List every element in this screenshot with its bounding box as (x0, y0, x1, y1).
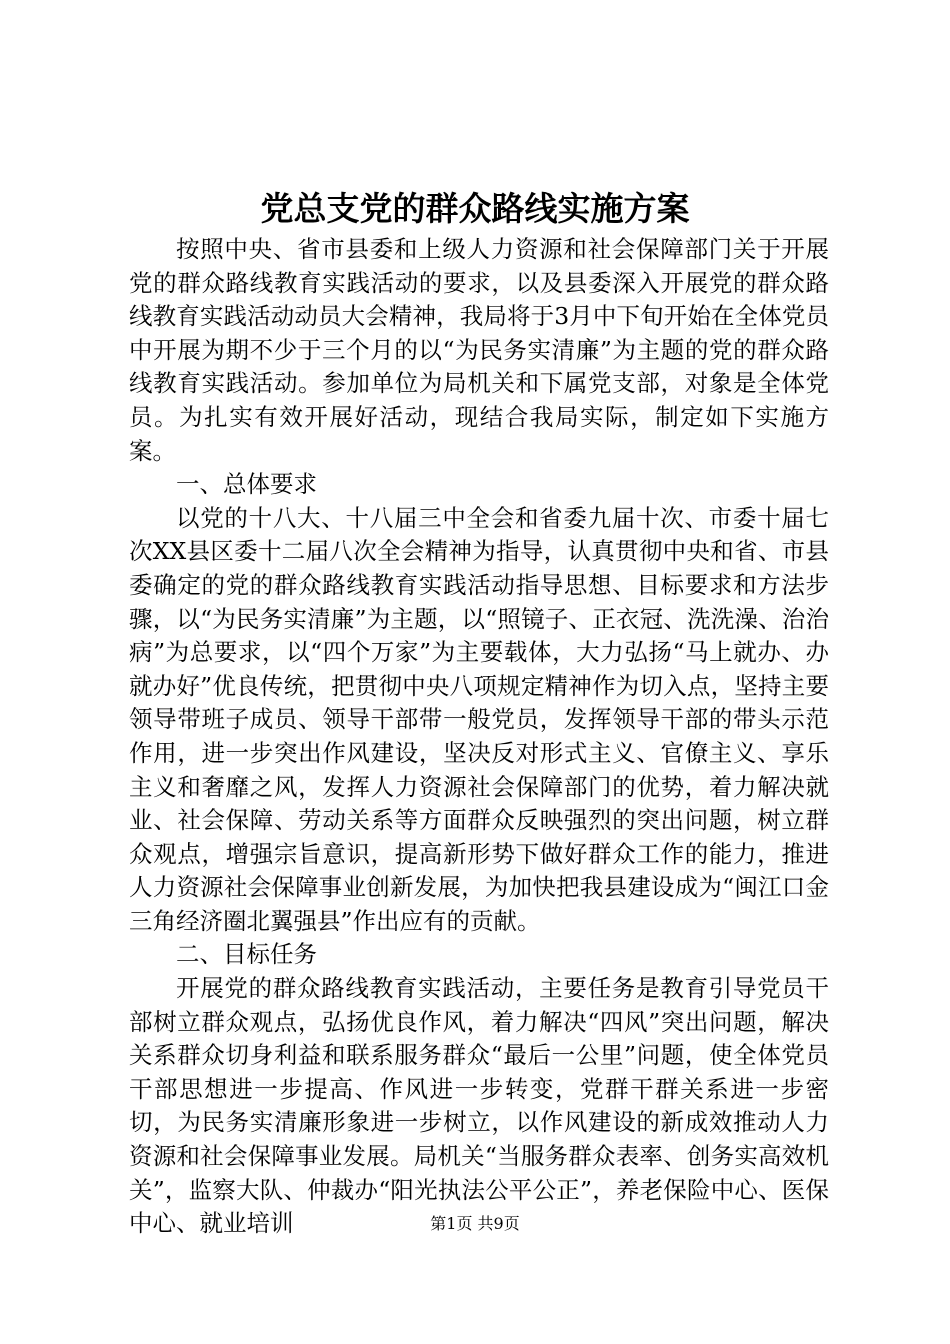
paragraph-intro: 按照中央、省市县委和上级人力资源和社会保障部门关于开展党的群众路线教育实践活动的要求，以及县委深入开展党的群众路线教育实践活动动员大会精神，我局将于3月中下旬开始在全体党员中开展为期不少于三个月的以“为民务实清廉”为主题的党的群众路线教育实践活动。参加单位为局机关和下属党支部，对象是全体党员。为扎实有效开展好活动，现结合我局实际，制定如下实施方案。 (129, 235, 829, 465)
paragraph-overall-requirements: 以党的十八大、十八届三中全会和省委九届十次、市委十届七次XX县区委十二届八次全会精神为指导，认真贯彻中央和省、市县委确定的党的群众路线教育实践活动指导思想、目标要求和方法步骤，以“为民务实清廉”为主题，以“照镜子、正衣冠、洗洗澡、治治病”为总要求，以“四个万家”为主要载体，大力弘扬“马上就办、办就办好”优良传统，把贯彻中央八项规定精神作为切入点，坚持主要领导带班子成员、领导干部带一般党员，发挥领导干部的带头示范作用，进一步突出作风建设，坚决反对形式主义、官僚主义、享乐主义和奢靡之风，发挥人力资源社会保障部门的优势，着力解决就业、社会保障、劳动关系等方面群众反映强烈的突出问题，树立群众观点，增强宗旨意识，提高新形势下做好群众工作的能力，推进人力资源社会保障事业创新发展，为加快把我县建设成为“闽江口金三角经济圈北翼强县”作出应有的贡献。 (129, 503, 829, 935)
document-body (129, 233, 829, 1241)
section-heading-overall-requirements: 一、总体要求 (176, 470, 317, 499)
page-number-footer: 第1页 共9页 (430, 1214, 520, 1233)
paragraph-goals-tasks: 开展党的群众路线教育实践活动，主要任务是教育引导党员干部树立群众观点，弘扬优良作风，着力解决“四风”突出问题，解决关系群众切身利益和联系服务群众“最后一公里”问题，使全体党员干部思想进一步提高、作风进一步转变，党群干群关系进一步密切，为民务实清廉形象进一步树立，以作风建设的新成效推动人力资源和社会保障事业发展。局机关“当服务群众表率、创务实高效机关”，监察大队、仲裁办“阳光执法公平公正”，养老保险中心、医保中心、就业培训 (129, 974, 829, 1238)
section-heading-goals-tasks: 二、目标任务 (176, 940, 317, 969)
document-title: 党总支党的群众路线实施方案 (260, 189, 690, 228)
